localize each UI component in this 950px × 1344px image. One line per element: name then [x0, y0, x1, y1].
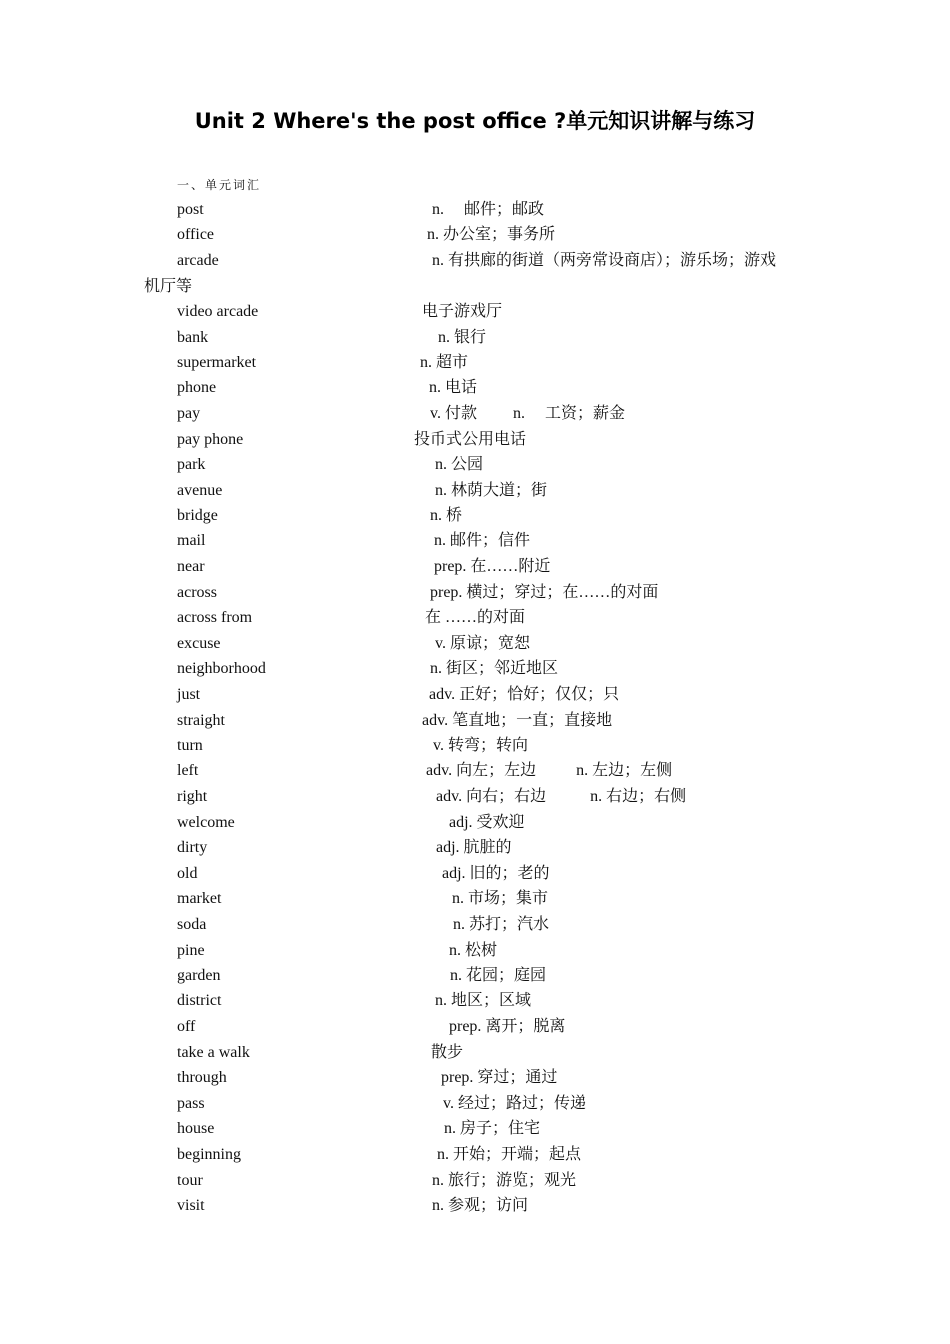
vocab-meaning: n. 银行 [438, 329, 487, 346]
vocab-meaning: n. 公园 [435, 456, 484, 473]
vocab-word: office [177, 226, 215, 243]
vocab-word: district [177, 992, 222, 1009]
vocab-meaning: n. 邮件；邮政 [432, 201, 545, 218]
vocab-word: video arcade [177, 303, 259, 320]
vocab-word: pay [177, 405, 201, 422]
vocab-word: neighborhood [177, 660, 266, 677]
vocab-word: visit [177, 1197, 205, 1214]
vocab-word: pay phone [177, 431, 244, 448]
vocab-word: bank [177, 329, 209, 346]
vocab-meaning: 投币式公用电话 [414, 431, 527, 448]
vocab-word: old [177, 865, 198, 882]
vocab-word: welcome [177, 814, 235, 831]
vocab-meaning: prep. 穿过；通过 [441, 1069, 558, 1086]
section-heading: 一、单元词汇 [177, 178, 262, 192]
vocab-meaning: prep. 横过；穿过；在……的对面 [430, 584, 659, 601]
vocab-meaning: n. 松树 [449, 942, 498, 959]
vocab-word: arcade [177, 252, 219, 269]
vocab-meaning: v. 转弯；转向 [433, 737, 528, 754]
vocab-word: across from [177, 609, 253, 626]
vocab-word: just [177, 686, 201, 703]
vocab-word: soda [177, 916, 207, 933]
vocab-meaning: n. 街区；邻近地区 [430, 660, 559, 677]
vocab-word: left [177, 762, 199, 779]
vocab-meaning: adv. 向右；右边 n. 右边；右侧 [436, 788, 687, 805]
vocab-word: phone [177, 379, 217, 396]
vocab-meaning: n. 有拱廊的街道（两旁常设商店）；游乐场；游戏 [432, 252, 777, 269]
vocab-word: pine [177, 942, 205, 959]
vocab-meaning: v. 经过；路过；传递 [443, 1095, 586, 1112]
vocab-meaning: adv. 向左；左边 n. 左边；左侧 [426, 762, 673, 779]
vocab-meaning: n. 旅行；游览；观光 [432, 1172, 577, 1189]
vocab-word: avenue [177, 482, 223, 499]
vocab-meaning: adj. 肮脏的 [436, 839, 512, 856]
page-title: Unit 2 Where's the post office ?单元知识讲解与练习 [194, 109, 756, 133]
vocab-word: right [177, 788, 208, 805]
vocab-meaning: n. 超市 [420, 354, 469, 371]
vocab-meaning: 在 ……的对面 [425, 609, 526, 626]
vocab-meaning: n. 花园；庭园 [450, 967, 547, 984]
vocab-meaning: prep. 在……附近 [434, 558, 551, 575]
vocab-meaning: n. 苏打；汽水 [453, 916, 550, 933]
vocab-word: near [177, 558, 205, 575]
vocab-meaning: adj. 受欢迎 [449, 814, 525, 831]
vocab-word: tour [177, 1172, 203, 1189]
vocab-meaning: adj. 旧的；老的 [442, 865, 550, 882]
vocab-meaning: prep. 离开；脱离 [449, 1018, 566, 1035]
vocab-meaning: 散步 [431, 1044, 464, 1061]
vocab-word: house [177, 1120, 215, 1137]
vocab-meaning: n. 办公室；事务所 [427, 226, 556, 243]
vocab-word: pass [177, 1095, 205, 1112]
vocab-word: mail [177, 532, 206, 549]
vocab-meaning-continued: 机厅等 [144, 278, 193, 295]
vocab-word: excuse [177, 635, 221, 652]
vocab-meaning: v. 原谅；宽恕 [435, 635, 530, 652]
vocab-word: park [177, 456, 206, 473]
vocab-meaning: adv. 正好；恰好；仅仅；只 [429, 686, 620, 703]
vocab-meaning: n. 开始；开端；起点 [437, 1146, 582, 1163]
vocab-meaning: n. 参观；访问 [432, 1197, 529, 1214]
vocab-meaning: n. 电话 [429, 379, 478, 396]
vocab-word: take a walk [177, 1044, 250, 1061]
vocab-word: off [177, 1018, 196, 1035]
vocab-meaning: adv. 笔直地；一直；直接地 [422, 712, 613, 729]
vocab-word: across [177, 584, 217, 601]
vocab-word: garden [177, 967, 221, 984]
vocab-word: bridge [177, 507, 218, 524]
vocab-meaning: n. 市场；集市 [452, 890, 549, 907]
vocab-meaning: n. 林荫大道；街 [435, 482, 548, 499]
vocab-meaning: n. 房子；住宅 [444, 1120, 541, 1137]
vocab-meaning: 电子游戏厅 [422, 303, 503, 320]
vocab-meaning: n. 邮件；信件 [434, 532, 531, 549]
vocab-meaning: n. 地区；区域 [435, 992, 532, 1009]
vocab-word: straight [177, 712, 225, 729]
vocab-meaning: n. 桥 [430, 507, 463, 524]
vocab-meaning: v. 付款 n. 工资；薪金 [430, 405, 625, 422]
vocab-word: beginning [177, 1146, 241, 1163]
vocab-word: turn [177, 737, 203, 754]
vocab-word: supermarket [177, 354, 257, 371]
vocab-word: dirty [177, 839, 208, 856]
vocab-word: post [177, 201, 204, 218]
vocab-word: market [177, 890, 222, 907]
vocab-word: through [177, 1069, 227, 1086]
